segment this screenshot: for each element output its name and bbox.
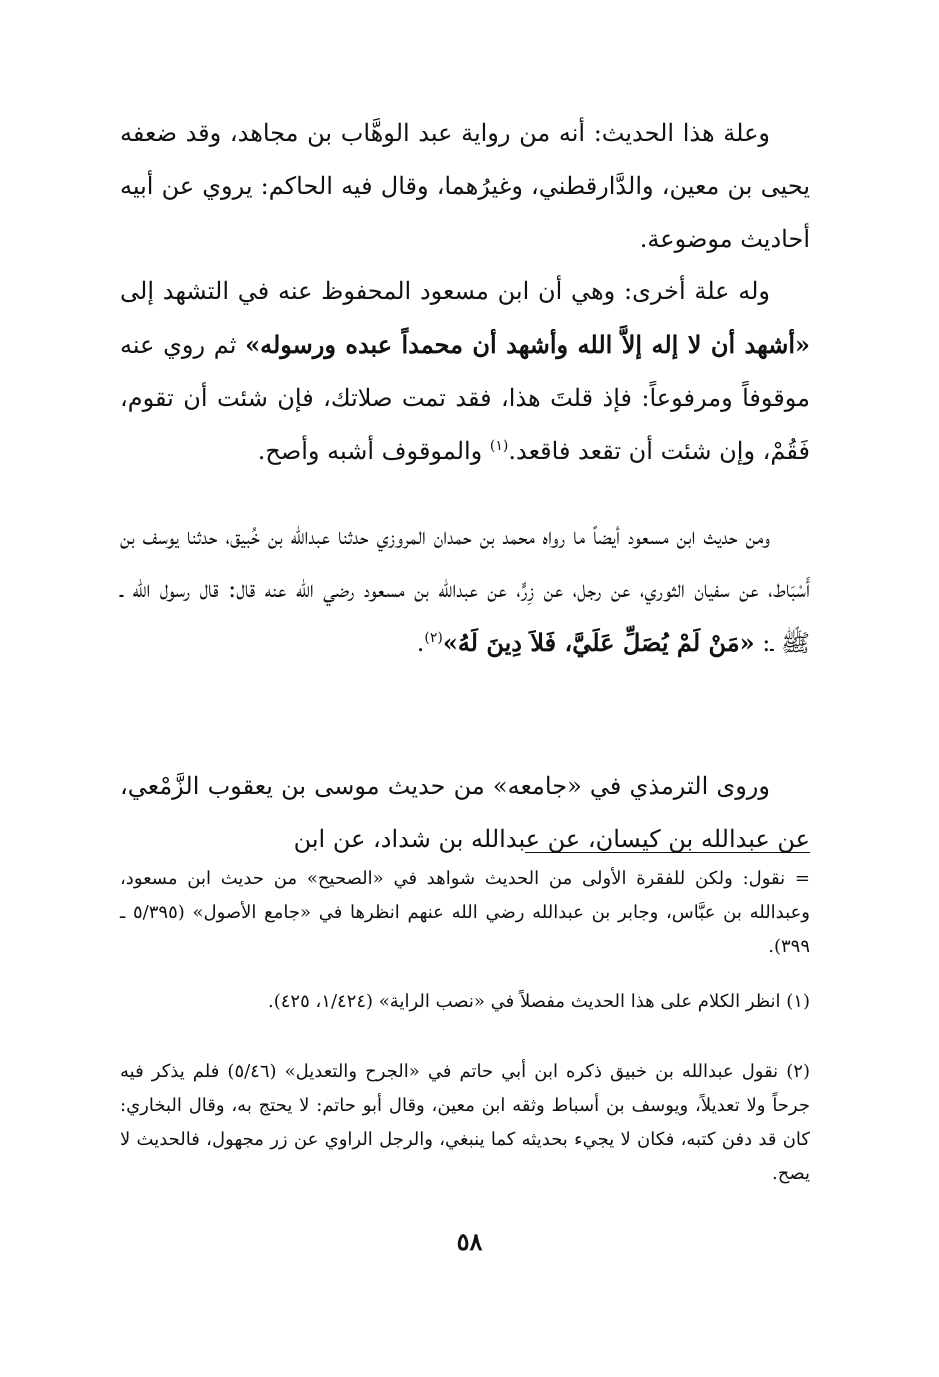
footnote-ref-1: (١) bbox=[489, 438, 509, 454]
paragraph-text: ومن حديث ابن مسعود أيضاً ما رواه محمد بن حمدان المروزي حدثنا عبدالله بن خُبيق، حدثنا يوسف بن أَسْبَاط، عن سفيان الثوري، عن رجل، عن زِرٍّ، عن عبدالله بن مسعود رضي الله عنه قال: قال رسول الله ـ ﷺ ـ: bbox=[120, 522, 810, 657]
body-paragraph-4 bbox=[120, 760, 810, 866]
paragraph-text: . bbox=[416, 629, 425, 657]
paragraph-text: والموقوف أشبه وأصح. bbox=[257, 437, 490, 465]
quoted-hadith-bold: «أشهد أن لا إله إلاَّ الله وأشهد أن محمداً عبده ورسوله» bbox=[245, 330, 810, 359]
body-paragraph-3 bbox=[120, 510, 810, 670]
footnote-continuation bbox=[120, 862, 810, 964]
quoted-hadith-bold: «مَنْ لَمْ يُصَلِّ عَلَيَّ، فَلاَ دِينَ لَهُ» bbox=[442, 628, 755, 657]
paragraph-text: وعلة هذا الحديث: أنه من رواية عبد الوهَّاب بن مجاهد، وقد ضعفه يحيى بن معين، والدَّارقطني، وغيرُهما، وقال فيه الحاكم: يروي عن أبيه أحاديث موضوعة. bbox=[120, 119, 810, 253]
page-number: ٥٨ bbox=[456, 1227, 483, 1256]
footnote-text: = نقول: ولكن للفقرة الأولى من الحديث شواهد في «الصحيح» من حديث ابن مسعود، وعبدالله بن عبَّاس، وجابر بن عبدالله رضي الله عنهم انظرها في «جامع الأصول» (٥/٣٩٥ ـ ٣٩٩). bbox=[120, 868, 810, 957]
paragraph-text: وله علة أخرى: وهي أن ابن مسعود المحفوظ عنه في التشهد إلى bbox=[120, 277, 770, 305]
footnote-ref-2: (٢) bbox=[424, 630, 443, 646]
footnote-2 bbox=[120, 1055, 810, 1191]
footnote-text: (٢) نقول عبدالله بن خبيق ذكره ابن أبي حاتم في «الجرح والتعديل» (٥/٤٦) فلم يذكر فيه جرحاً ولا تعديلاً، ويوسف بن أسباط وثقه ابن معين، وقال أبو حاتم: لا يحتج به، وقال البخاري: كان قد دفن كتبه، فكان لا يجيء بحديثه كما ينبغي، والرجل الراوي عن زر مجهول، فالحديث لا يصح. bbox=[120, 1061, 810, 1184]
footnote-text: (١) انظر الكلام على هذا الحديث مفصلاً في «نصب الراية» (١/٤٢٤، ٤٢٥). bbox=[267, 991, 810, 1012]
footnote-separator bbox=[525, 852, 810, 853]
footnote-1 bbox=[120, 985, 810, 1019]
body-paragraph-1 bbox=[120, 107, 810, 266]
paragraph-text: ثم روي عنه موقوفاً ومرفوعاً: فإذ قلتَ هذا، فقد تمت صلاتك، فإن شئت أن تقوم، فَقُمْ، وإن شئت أن تقعد فاقعد. bbox=[120, 331, 811, 465]
paragraph-text: وروى الترمذي في «جامعه» من حديث موسى بن يعقوب الزَّمْعي، عن عبدالله بن كيسان، عن عبدالله بن شداد، عن ابن bbox=[120, 772, 810, 853]
body-paragraph-2 bbox=[120, 265, 810, 478]
